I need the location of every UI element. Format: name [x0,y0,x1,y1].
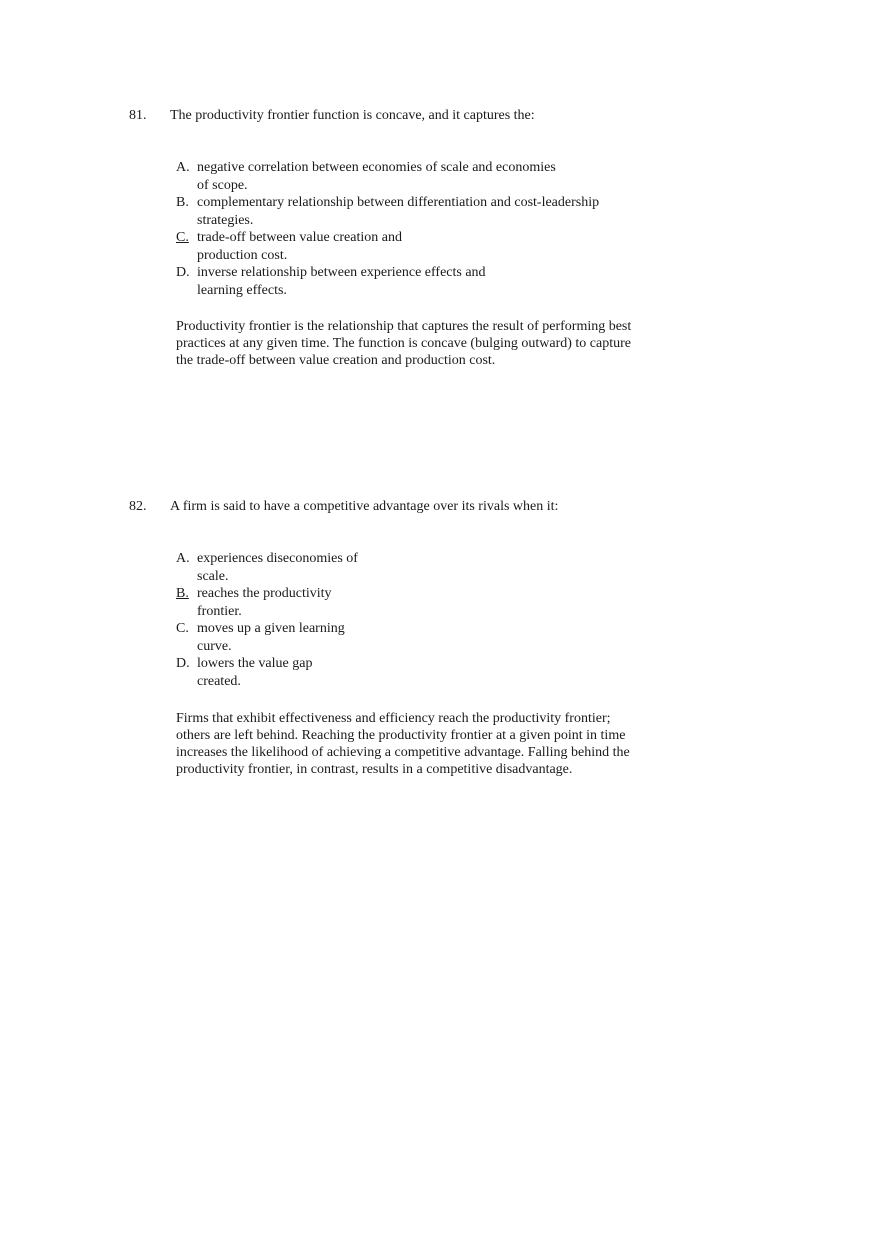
choice-a [176,159,599,194]
choice-c [176,229,599,264]
question-number: 81. [129,108,147,123]
choice-a [176,550,358,585]
choice-d [176,264,599,299]
correct-choice-letter: C. [176,230,189,245]
choice-text: negative correlation between economies of scale and economies [197,160,556,175]
choice-text: moves up a given learning [197,621,345,636]
choice-letter: C. [176,621,189,636]
choice-letter: B. [176,195,189,210]
choice-letter: A. [176,160,190,175]
choice-text: complementary relationship between differentiation and cost-leadership [197,195,600,210]
choice-c [176,620,358,655]
choice-text-continued: of scope. [197,177,248,193]
question-stem [129,107,535,125]
choice-text-continued: curve. [197,638,232,654]
choice-b [176,585,358,620]
choice-letter: A. [176,551,190,566]
choice-d [176,655,358,690]
explanation-line: increases the likelihood of achieving a competitive advantage. Falling behind the [176,745,630,760]
explanation-line: productivity frontier, in contrast, results in a competitive disadvantage. [176,762,573,777]
choice-b [176,194,599,229]
explanation-line: practices at any given time. The function is concave (bulging outward) to capture [176,336,631,351]
choice-text: trade-off between value creation and [197,230,402,245]
explanation-line: the trade-off between value creation and production cost. [176,353,496,368]
choice-letter: D. [176,656,190,671]
explanation [176,710,630,778]
explanation-line: Firms that exhibit effectiveness and efficiency reach the productivity frontier; [176,711,611,726]
choice-text: experiences diseconomies of [197,551,358,566]
question-text: The productivity frontier function is concave, and it captures the: [170,108,535,123]
question-text: A firm is said to have a competitive advantage over its rivals when it: [170,499,559,514]
question-stem [129,498,558,516]
answer-choices [176,550,358,690]
choice-text: reaches the productivity [197,586,332,601]
question-number: 82. [129,499,147,514]
correct-choice-letter: B. [176,586,189,601]
choice-letter: D. [176,265,190,280]
choice-text-continued: frontier. [197,603,242,619]
explanation-line: others are left behind. Reaching the productivity frontier at a given point in time [176,728,626,743]
choice-text-continued: production cost. [197,247,288,263]
explanation-line: Productivity frontier is the relationship that captures the result of performing best [176,319,632,334]
choice-text-continued: scale. [197,568,229,584]
choice-text-continued: learning effects. [197,282,287,298]
answer-choices [176,159,599,299]
choice-text: lowers the value gap [197,656,313,671]
choice-text-continued: created. [197,673,241,689]
choice-text: inverse relationship between experience effects and [197,265,486,280]
choice-text-continued: strategies. [197,212,254,228]
explanation [176,318,631,369]
